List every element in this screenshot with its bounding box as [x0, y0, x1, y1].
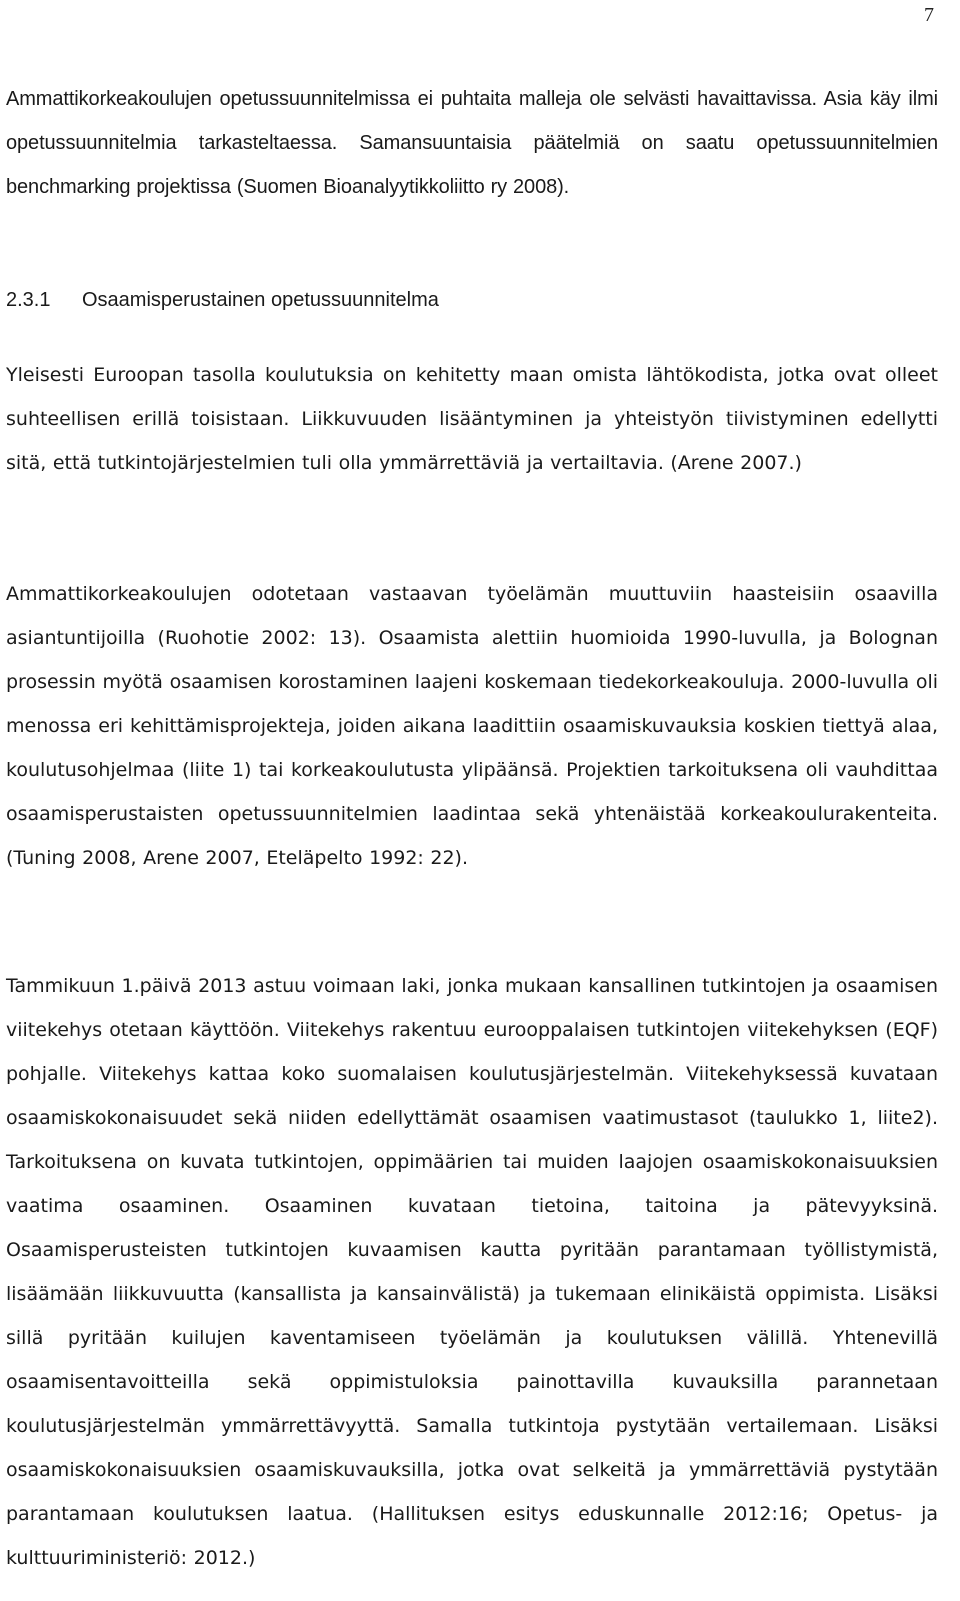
section-title: Osaamisperustainen opetussuunnitelma — [82, 289, 439, 311]
law-paragraph: Tammikuun 1.päivä 2013 astuu voimaan laki, jonka mukaan kansallinen tutkintojen ja osaamisen viitekehys otetaan käyttöön. Viitekehys rakentuu eurooppalaisen tutkintojen viitekehyksen (EQF) pohjalle. Viitekehys kattaa koko suomalaisen koulutusjärjestelmän. Viitekehyksessä kuvataan osaamiskokonaisuudet sekä niiden edellyttämät osaamisen vaatimustasot (taulukko 1, liite2). Tarkoituksena on kuvata tutkintojen, oppimäärien tai muiden laajojen osaamiskokonaisuuksien vaatima osaaminen. Osaaminen kuvataan tietoina, taitoina ja pätevyyksinä. Osaamisperusteisten tutkintojen kuvaamisen kautta pyritään parantamaan työllistymistä, lisäämään liikkuvuutta (kansallista ja kansainvälistä) ja tukemaan elinikäistä oppimista. Lisäksi sillä pyritään kuilujen kaventamiseen työelämän ja koulutuksen välillä. Yhtenevillä osaamisentavoitteilla sekä oppimistuloksia painottavilla kuvauksilla parannetaan koulutusjärjestelmän ymmärrettävyyttä. Samalla tutkintoja pystytään vertailemaan. Lisäksi osaamiskokonaisuuksien osaamiskuvauksilla, jotka ovat selkeitä ja ymmärrettäviä pystytään parantamaan koulutuksen laatua. (Hallituksen esitys eduskunnalle 2012:16; Opetus- ja kulttuuriministeriö: 2012.) — [6, 975, 938, 1569]
section-heading — [6, 282, 439, 318]
amk-paragraph: Ammattikorkeakoulujen odotetaan vastaavan työelämän muuttuviin haasteisiin osaavilla asiantuntijoilla (Ruohotie 2002: 13). Osaamista alettiin huomioida 1990-luvulla, ja Bolognan prosessin myötä osaamisen korostaminen laajeni koskemaan tiedekorkeakouluja. 2000-luvulla oli menossa eri kehittämisprojekteja, joiden aikana laadittiin osaamiskuvauksia koskien tiettyä alaa, koulutusohjelmaa (liite 1) tai korkeakoulutusta ylipäänsä. Projektien tarkoituksena oli vauhdittaa osaamisperustaisten opetussuunnitelmien laadintaa sekä yhtenäistää korkeakoulurakenteita. (Tuning 2008, Arene 2007, Eteläpelto 1992: 22). — [6, 583, 938, 869]
intro-paragraph: Ammattikorkeakoulujen opetussuunnitelmissa ei puhtaita malleja ole selvästi havaittavissa. Asia käy ilmi opetussuunnitelmia tarkasteltaessa. Samansuuntaisia päätelmiä on saatu opetussuunnitelmien benchmarking projektissa (Suomen Bioanalyytikkoliitto ry 2008). — [6, 88, 938, 198]
europe-paragraph: Yleisesti Euroopan tasolla koulutuksia on kehitetty maan omista lähtökodista, jotka ovat olleet suhteellisen erillä toisistaan. Liikkuvuuden lisääntyminen ja yhteistyön tiivistyminen edellytti sitä, että tutkintojärjestelmien tuli olla ymmärrettäviä ja vertailtavia. (Arene 2007.) — [6, 364, 938, 474]
section-number: 2.3.1 — [6, 289, 51, 311]
page-number: 7 — [924, 4, 934, 26]
